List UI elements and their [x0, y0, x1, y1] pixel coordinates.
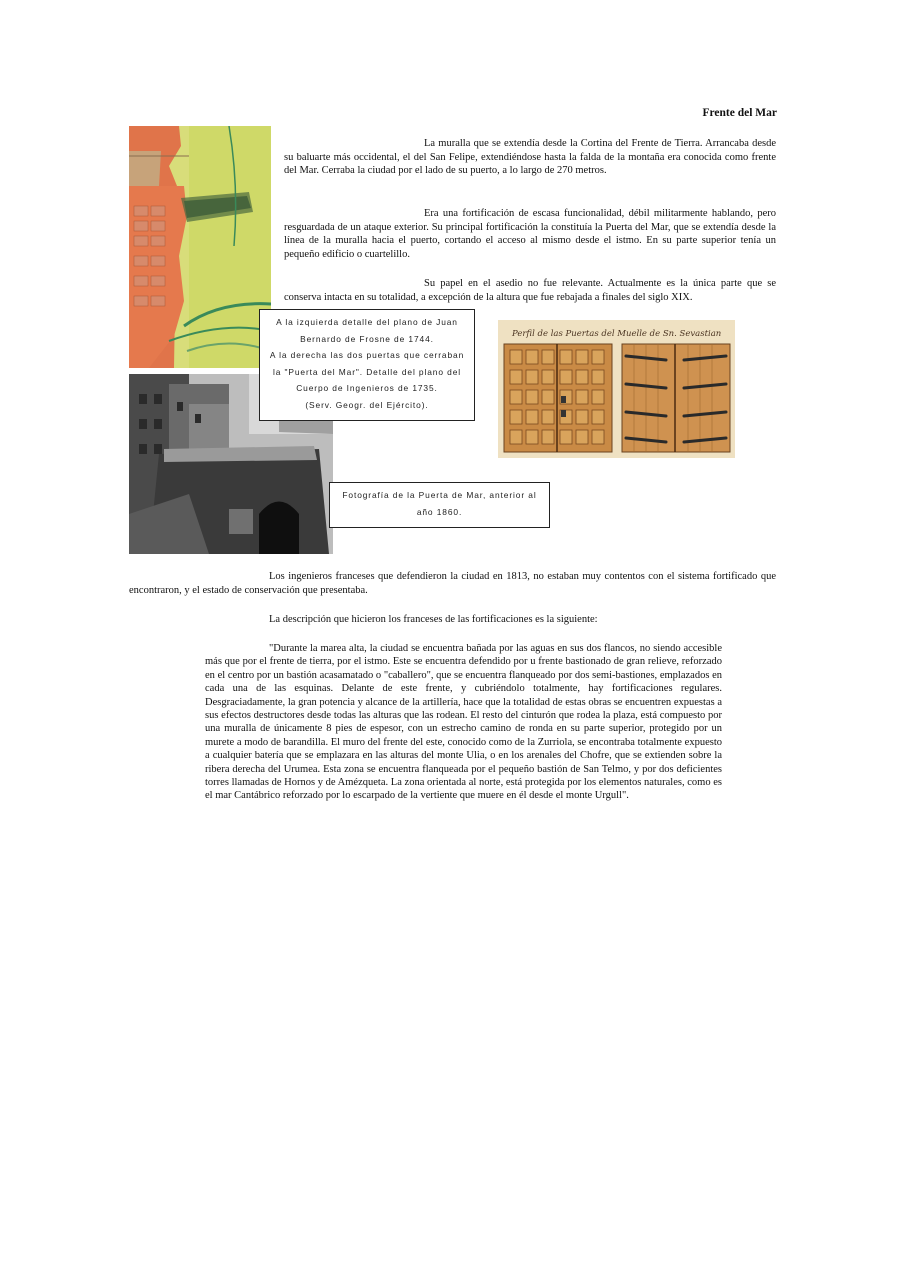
caption-map-doors: [259, 309, 475, 421]
paragraph-muralla: La muralla que se extendía desde la Cortina del Frente de Tierra. Arrancaba desde su baluarte más occidental, el del San Felipe, extendiéndose hasta la falda de la montaña era conocida como frente del Mar. Cerraba la ciudad por el lado de su puerto, a lo largo de 270 metros.: [284, 138, 776, 176]
paragraph-asedio: Su papel en el asedio no fue relevante. Actualmente es la única parte que se conserva intacta en su totalidad, a excepción de la altura que fue rebajada a finales del siglo XIX.: [284, 278, 776, 303]
doors-drawing-image: [498, 320, 735, 458]
map-image: [129, 126, 271, 368]
caption-line: (Serv. Geogr. del Ejército).: [305, 399, 429, 410]
caption-line: A la izquierda detalle del plano de Juan: [276, 317, 458, 327]
doors-drawing-heading: Perfil de las Puertas del Muelle de Sn. Sevastian: [512, 329, 722, 339]
paragraph-ingenieros: Los ingenieros franceses que defendieron la ciudad en 1813, no estaban muy contentos con el sistema fortificado que encontraron, y el estado de conservación que presentaba.: [129, 571, 776, 596]
doors-drawing: [498, 320, 735, 458]
caption-line: A la derecha las dos puertas que cerraban: [269, 350, 465, 360]
caption-line: Fotografía de la Puerta de Mar, anterior al: [342, 490, 537, 500]
paragraph-fortificacion: Era una fortificación de escasa funcionalidad, débil militarmente hablando, pero resguardada de un ataque exterior. Su principal fortificación la constituía la Puerta del Mar, que se extendía desde la línea de la muralla hacia el puerto, cortando el acceso al mismo desde el istmo. En su parte superior tenía un pequeño edificio o cuartelillo.: [284, 208, 776, 260]
map-figure: [129, 126, 271, 368]
caption-line: la "Puerta del Mar". Detalle del plano del: [272, 366, 462, 377]
paragraph-descripcion: La descripción que hicieron los franceses de las fortificaciones es la siguiente:: [269, 614, 598, 625]
quote-block: "Durante la marea alta, la ciudad se encuentra bañada por las aguas en sus dos flancos, no siendo accesible más que por el frente de tierra, por el istmo. Este se encuentra defendido por u frente bastionado de gran relieve, reforzado en el centro por un bastión acasamatado o "caballero", que se encuentra flanqueado por dos semi-bastiones, emplazados en cada una de las esquinas. Delante de este frente, y cubriéndolo totalmente, hay fortificaciones regulares. Desgraciadamente, la gran potencia y alcance de la artillería, hace que la totalidad de estas obras se encuentren expuestas a sus efectos destructores desde todas las alturas que las rodean. El resto del cinturón que rodea la plaza, está compuesto por una muralla de únicamente 8 pies de espesor, con un estrecho camino de ronda en su parte superior, protegido por un murete a modo de barandilla. El muro del frente del este, conocido como de la Zurriola, se encontraba totalmente expuesto a cualquier batería que se emplazara en las alturas del monte Ulia, o en los arenales del Chofre, que se extienden sobre la ribera derecha del Urumea. Esta zona se encuentra flanqueada por el pequeño bastión de San Telmo, y por dos deficientes torres llamadas de Hornos y de Amézqueta. La zona orientada al norte, está protegida por los elementos naturales, como es el mar Cantábrico reforzado por lo escarpado de la vertiente que muere en él desde el monte Urgull".: [205, 643, 722, 802]
caption-line: Cuerpo de Ingenieros de 1735.: [296, 383, 438, 393]
caption-photo: [329, 482, 550, 528]
caption-line: Bernardo de Frosne de 1744.: [300, 333, 434, 344]
caption-line: año 1860.: [416, 506, 463, 517]
page-title: Frente del Mar: [702, 107, 777, 119]
